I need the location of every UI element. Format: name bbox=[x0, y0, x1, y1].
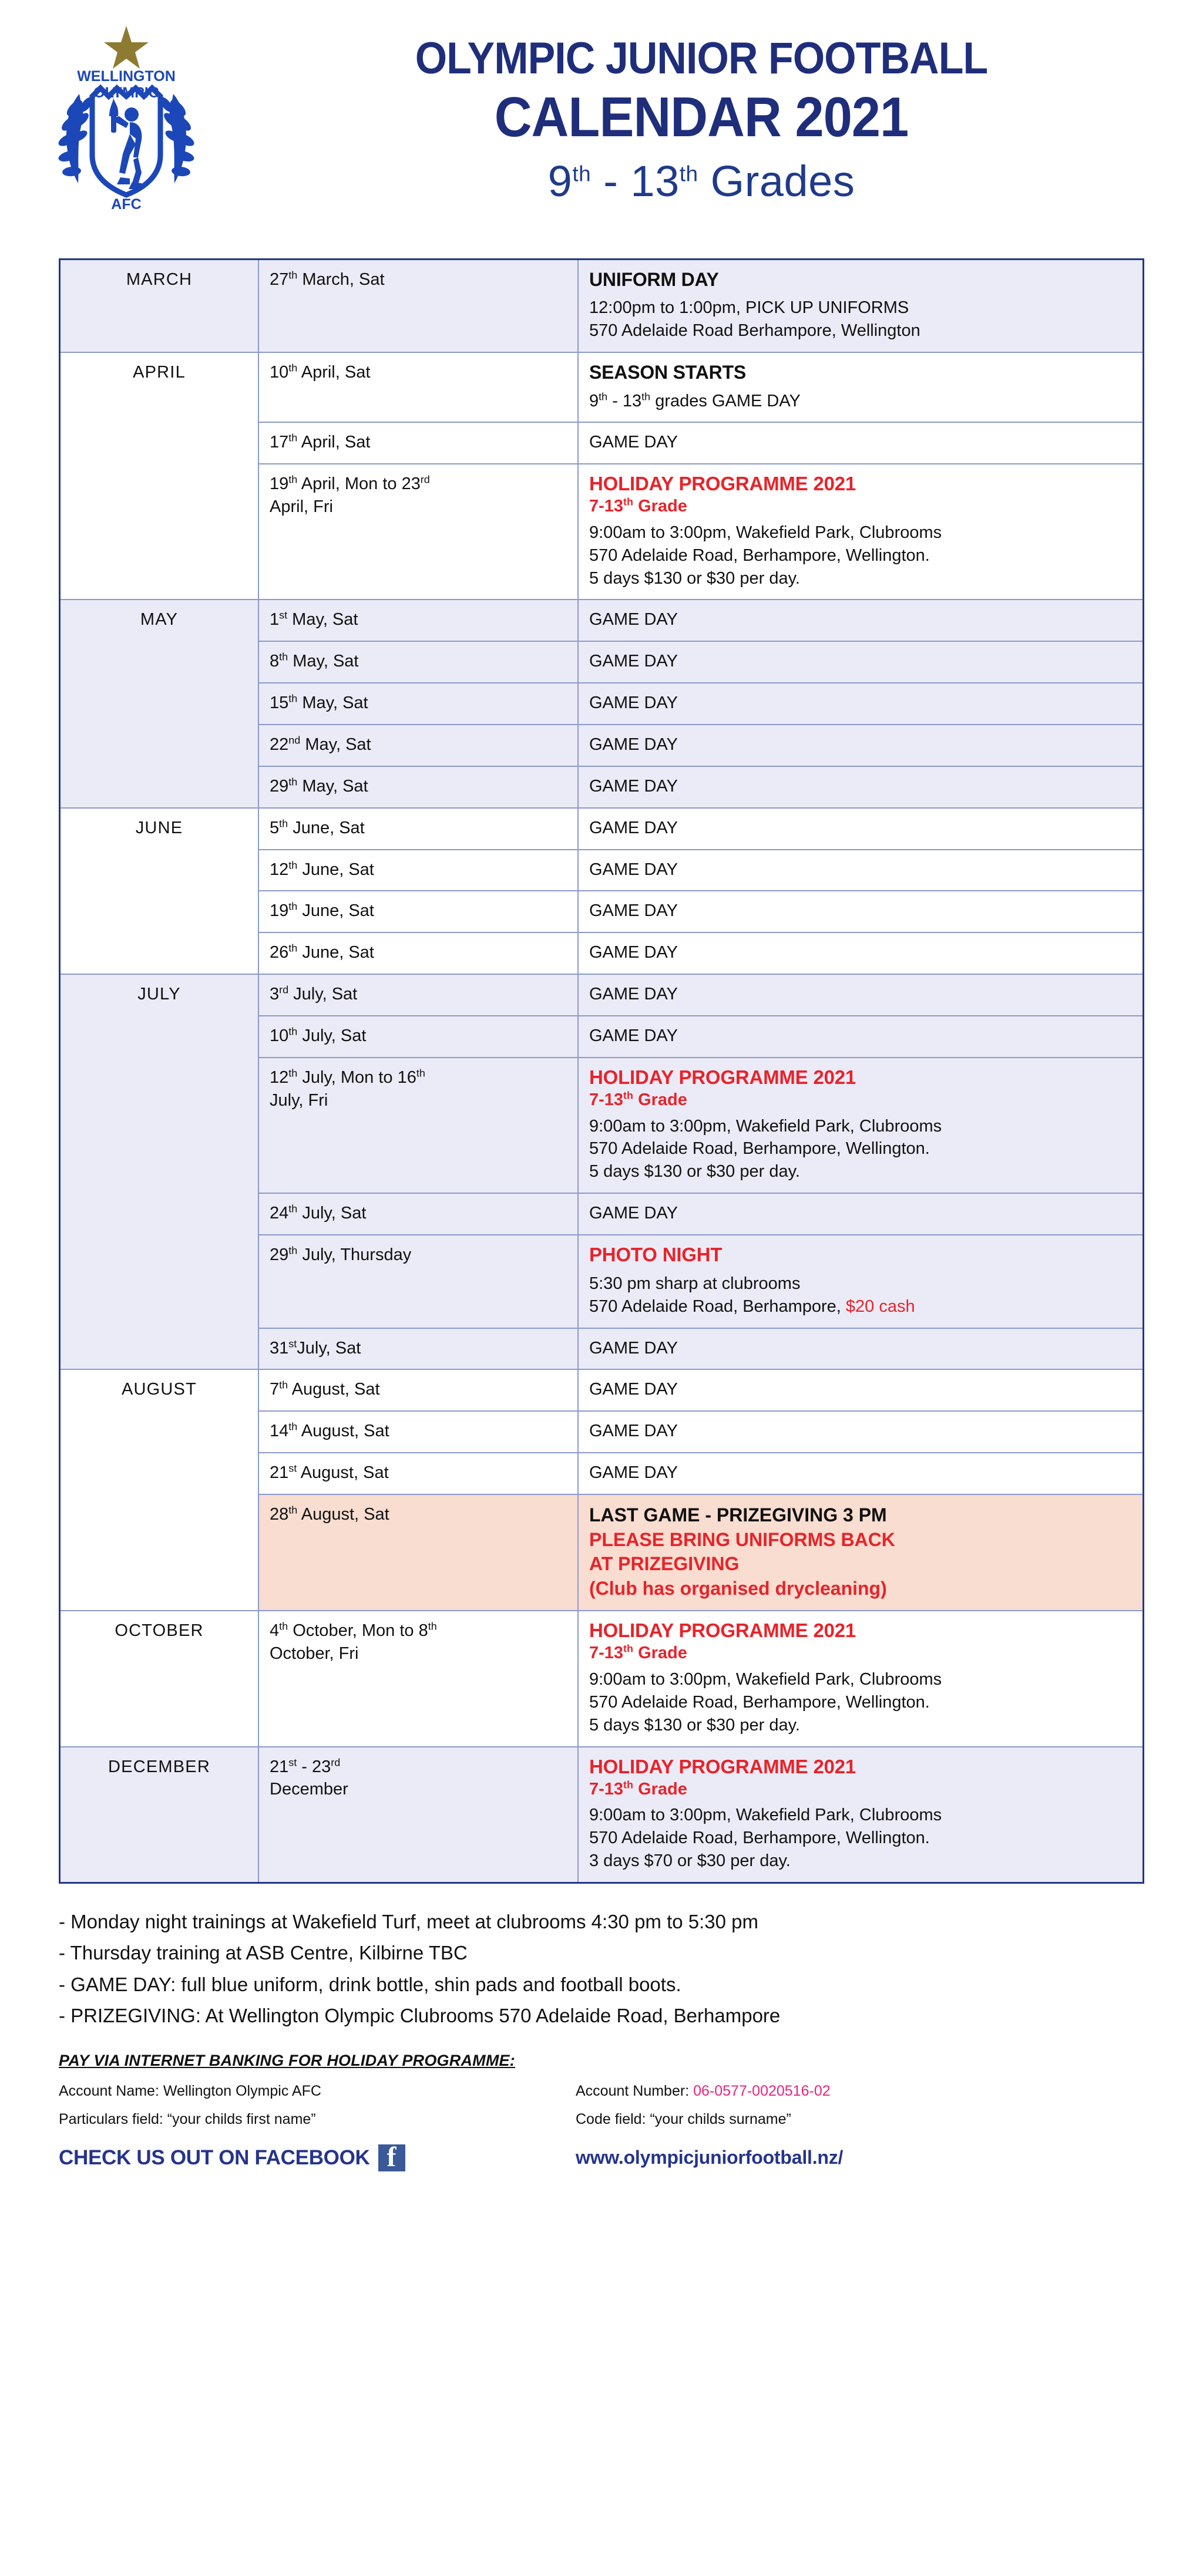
event-detail bbox=[578, 932, 1144, 974]
event-detail bbox=[578, 808, 1144, 850]
event-line: 3 days $70 or $30 per day. bbox=[589, 1851, 791, 1870]
event-title: GAME DAY bbox=[589, 860, 678, 879]
event-line: 570 Adelaide Road, Berhampore, Wellington. bbox=[589, 545, 930, 565]
holiday-programme-grade: 7-13th Grade bbox=[589, 1642, 687, 1663]
event-date: 12th July, Mon to 16th July, Fri bbox=[258, 1058, 578, 1193]
event-line: 5 days $130 or $30 per day. bbox=[589, 1162, 800, 1181]
event-date: 28th August, Sat bbox=[258, 1494, 578, 1611]
event-line: 570 Adelaide Road, Berhampore, Wellington. bbox=[589, 1139, 930, 1159]
event-detail bbox=[578, 683, 1144, 725]
grades-dash: - 13 bbox=[591, 157, 680, 206]
event-title: GAME DAY bbox=[589, 818, 678, 837]
event-line: 9:00am to 3:00pm, Wakefield Park, Clubrooms bbox=[589, 1670, 942, 1689]
event-line: 570 Adelaide Road, Berhampore, Wellington. bbox=[589, 1829, 930, 1848]
event-detail bbox=[578, 1494, 1144, 1611]
event-detail bbox=[578, 1193, 1144, 1235]
month-label-july: JULY bbox=[60, 974, 259, 1369]
event-title: GAME DAY bbox=[589, 1338, 678, 1358]
bank-details-section bbox=[0, 2032, 1203, 2129]
month-label-october: OCTOBER bbox=[60, 1611, 259, 1746]
note-item: - PRIZEGIVING: At Wellington Olympic Clubrooms 570 Adelaide Road, Berhampore bbox=[59, 2005, 781, 2027]
event-detail bbox=[578, 1369, 1144, 1411]
event-date: 10th July, Sat bbox=[258, 1016, 578, 1058]
event-line: 9th - 13th grades GAME DAY bbox=[589, 390, 801, 410]
holiday-programme-title: HOLIDAY PROGRAMME 2021 bbox=[589, 1755, 856, 1777]
event-date: 22nd May, Sat bbox=[258, 725, 578, 766]
event-detail bbox=[578, 891, 1144, 932]
grades-end-sup: th bbox=[679, 161, 698, 186]
event-date: 24th July, Sat bbox=[258, 1193, 578, 1235]
account-number-label: Account Number: bbox=[576, 2082, 694, 2099]
event-date: 31stJuly, Sat bbox=[258, 1328, 578, 1370]
website-link[interactable]: www.olympicjuniorfootball.nz/ bbox=[576, 2147, 844, 2168]
account-name: Account Name: Wellington Olympic AFC bbox=[59, 2082, 321, 2099]
event-detail bbox=[578, 464, 1144, 600]
logo-wellington-text: WELLINGTON bbox=[77, 68, 176, 85]
event-date: 26th June, Sat bbox=[258, 932, 578, 974]
holiday-programme-title: HOLIDAY PROGRAMME 2021 bbox=[589, 1066, 856, 1088]
event-date: 19th April, Mon to 23rd April, Fri bbox=[258, 464, 578, 600]
photo-night-cost: $20 cash bbox=[845, 1297, 915, 1316]
event-detail bbox=[578, 352, 1144, 422]
event-detail bbox=[578, 641, 1144, 683]
event-title: GAME DAY bbox=[589, 652, 678, 671]
event-line: 9:00am to 3:00pm, Wakefield Park, Clubrooms bbox=[589, 1116, 942, 1136]
month-label-june: JUNE bbox=[60, 808, 259, 974]
event-line: 5 days $130 or $30 per day. bbox=[589, 1715, 800, 1735]
event-date: 12th June, Sat bbox=[258, 850, 578, 891]
footer-links bbox=[0, 2129, 1203, 2171]
page-subtitle-grades bbox=[253, 156, 1150, 208]
event-date: 10th April, Sat bbox=[258, 352, 578, 422]
holiday-programme-grade: 7-13th Grade bbox=[589, 1778, 687, 1799]
month-label-march: MARCH bbox=[60, 260, 259, 353]
event-detail bbox=[578, 1235, 1144, 1328]
grades-start: 9 bbox=[547, 157, 573, 206]
event-title: GAME DAY bbox=[589, 1380, 678, 1399]
event-line: 570 Adelaide Road, Berhampore, Wellington. bbox=[589, 1692, 930, 1712]
holiday-programme-title: HOLIDAY PROGRAMME 2021 bbox=[589, 473, 856, 495]
event-date: 17th April, Sat bbox=[258, 422, 578, 464]
event-title: UNIFORM DAY bbox=[589, 269, 719, 290]
code-field: Code field: “your childs surname” bbox=[576, 2111, 791, 2128]
event-date: 29th July, Thursday bbox=[258, 1235, 578, 1328]
event-date: 21st August, Sat bbox=[258, 1453, 578, 1494]
event-title: SEASON STARTS bbox=[589, 362, 747, 383]
event-detail bbox=[578, 974, 1144, 1016]
grades-suffix: Grades bbox=[698, 157, 855, 206]
month-label-may: MAY bbox=[60, 600, 259, 807]
event-date: 1st May, Sat bbox=[258, 600, 578, 641]
event-title: GAME DAY bbox=[589, 735, 678, 754]
page-header bbox=[0, 0, 1203, 258]
event-detail bbox=[578, 725, 1144, 766]
month-label-april: APRIL bbox=[60, 352, 259, 600]
holiday-programme-title: HOLIDAY PROGRAMME 2021 bbox=[589, 1619, 856, 1642]
grades-start-sup: th bbox=[572, 161, 592, 186]
event-detail bbox=[578, 1611, 1144, 1746]
event-title: GAME DAY bbox=[589, 693, 678, 713]
event-line: 570 Adelaide Road Berhampore, Wellington bbox=[589, 321, 920, 341]
facebook-link-label: CHECK US OUT ON FACEBOOK bbox=[59, 2146, 370, 2169]
holiday-programme-grade: 7-13th Grade bbox=[589, 1089, 687, 1109]
event-line: 9:00am to 3:00pm, Wakefield Park, Clubrooms bbox=[589, 523, 942, 542]
event-date: 14th August, Sat bbox=[258, 1411, 578, 1453]
event-date: 3rd July, Sat bbox=[258, 974, 578, 1016]
page-title-line2: CALENDAR 2021 bbox=[494, 85, 909, 149]
event-title: GAME DAY bbox=[589, 433, 678, 452]
note-item: - Monday night trainings at Wakefield Turf, meet at clubrooms 4:30 pm to 5:30 pm bbox=[59, 1910, 759, 1932]
calendar-row bbox=[60, 260, 1144, 353]
event-date: 7th August, Sat bbox=[258, 1369, 578, 1411]
event-detail bbox=[578, 850, 1144, 891]
note-item: - GAME DAY: full blue uniform, drink bottle, shin pads and football boots. bbox=[59, 1973, 681, 1995]
month-label-august: AUGUST bbox=[60, 1369, 259, 1611]
account-number-value: 06-0577-0020516-02 bbox=[693, 2082, 831, 2099]
event-date: 21st - 23rd December bbox=[258, 1747, 578, 1883]
title-block bbox=[253, 11, 1203, 208]
event-detail bbox=[578, 1411, 1144, 1453]
prizegiving-note-1: PLEASE BRING UNIFORMS BACK bbox=[589, 1528, 895, 1550]
event-title: GAME DAY bbox=[589, 1463, 678, 1483]
prizegiving-title: LAST GAME - PRIZEGIVING 3 PM bbox=[589, 1504, 887, 1526]
event-title: GAME DAY bbox=[589, 901, 678, 921]
account-number bbox=[576, 2082, 1144, 2101]
calendar-row bbox=[60, 1747, 1144, 1883]
calendar-table bbox=[59, 258, 1144, 1884]
logo-olympic-text: OLYMPIC bbox=[93, 85, 159, 101]
event-detail bbox=[578, 766, 1144, 808]
calendar-row bbox=[60, 352, 1144, 422]
event-title: GAME DAY bbox=[589, 943, 678, 962]
event-title: GAME DAY bbox=[589, 776, 678, 796]
prizegiving-note-2: AT PRIZEGIVING bbox=[589, 1553, 740, 1575]
event-detail bbox=[578, 1058, 1144, 1193]
notes-list bbox=[0, 1884, 1203, 2032]
month-label-december: DECEMBER bbox=[60, 1747, 259, 1883]
calendar-wrapper bbox=[0, 258, 1203, 1884]
event-title: GAME DAY bbox=[589, 610, 678, 629]
event-date: 5th June, Sat bbox=[258, 808, 578, 850]
event-detail bbox=[578, 260, 1144, 353]
page-title-line1: OLYMPIC JUNIOR FOOTBALL bbox=[415, 33, 988, 83]
note-item: - Thursday training at ASB Centre, Kilbirne TBC bbox=[59, 1942, 468, 1964]
event-title: GAME DAY bbox=[589, 1422, 678, 1441]
event-line: 5:30 pm sharp at clubrooms bbox=[589, 1274, 801, 1293]
photo-night-title: PHOTO NIGHT bbox=[589, 1243, 723, 1265]
event-date: 29th May, Sat bbox=[258, 766, 578, 808]
calendar-row bbox=[60, 600, 1144, 641]
particulars-field: Particulars field: “your childs first name” bbox=[59, 2111, 316, 2128]
event-detail bbox=[578, 1747, 1144, 1883]
prizegiving-note-3: (Club has organised drycleaning) bbox=[589, 1577, 887, 1599]
calendar-row bbox=[60, 974, 1144, 1016]
event-date: 27th March, Sat bbox=[258, 260, 578, 353]
calendar-row bbox=[60, 1611, 1144, 1746]
event-detail bbox=[578, 1328, 1144, 1370]
bank-grid bbox=[59, 2082, 1144, 2129]
event-date: 4th October, Mon to 8th October, Fri bbox=[258, 1611, 578, 1746]
facebook-link[interactable] bbox=[59, 2144, 576, 2171]
logo-afc-text: AFC bbox=[111, 196, 142, 213]
calendar-row bbox=[60, 808, 1144, 850]
event-detail bbox=[578, 1016, 1144, 1058]
bank-heading: PAY VIA INTERNET BANKING FOR HOLIDAY PROGRAMME: bbox=[59, 2051, 515, 2069]
event-detail bbox=[578, 600, 1144, 641]
club-logo bbox=[0, 11, 253, 213]
event-detail bbox=[578, 1453, 1144, 1494]
event-date: 15th May, Sat bbox=[258, 683, 578, 725]
event-line: 12:00pm to 1:00pm, PICK UP UNIFORMS bbox=[589, 298, 909, 318]
event-date: 19th June, Sat bbox=[258, 891, 578, 932]
holiday-programme-grade: 7-13th Grade bbox=[589, 496, 687, 516]
calendar-row bbox=[60, 1369, 1144, 1411]
event-line: 5 days $130 or $30 per day. bbox=[589, 568, 800, 588]
event-title: GAME DAY bbox=[589, 985, 678, 1004]
event-title: GAME DAY bbox=[589, 1204, 678, 1223]
event-date: 8th May, Sat bbox=[258, 641, 578, 683]
event-title: GAME DAY bbox=[589, 1026, 678, 1046]
event-detail bbox=[578, 422, 1144, 464]
event-line: 570 Adelaide Road, Berhampore, $20 cash bbox=[589, 1297, 915, 1316]
facebook-icon[interactable] bbox=[378, 2144, 405, 2171]
wellington-olympic-afc-crest-icon bbox=[50, 19, 203, 213]
event-line: 9:00am to 3:00pm, Wakefield Park, Clubrooms bbox=[589, 1806, 942, 1825]
